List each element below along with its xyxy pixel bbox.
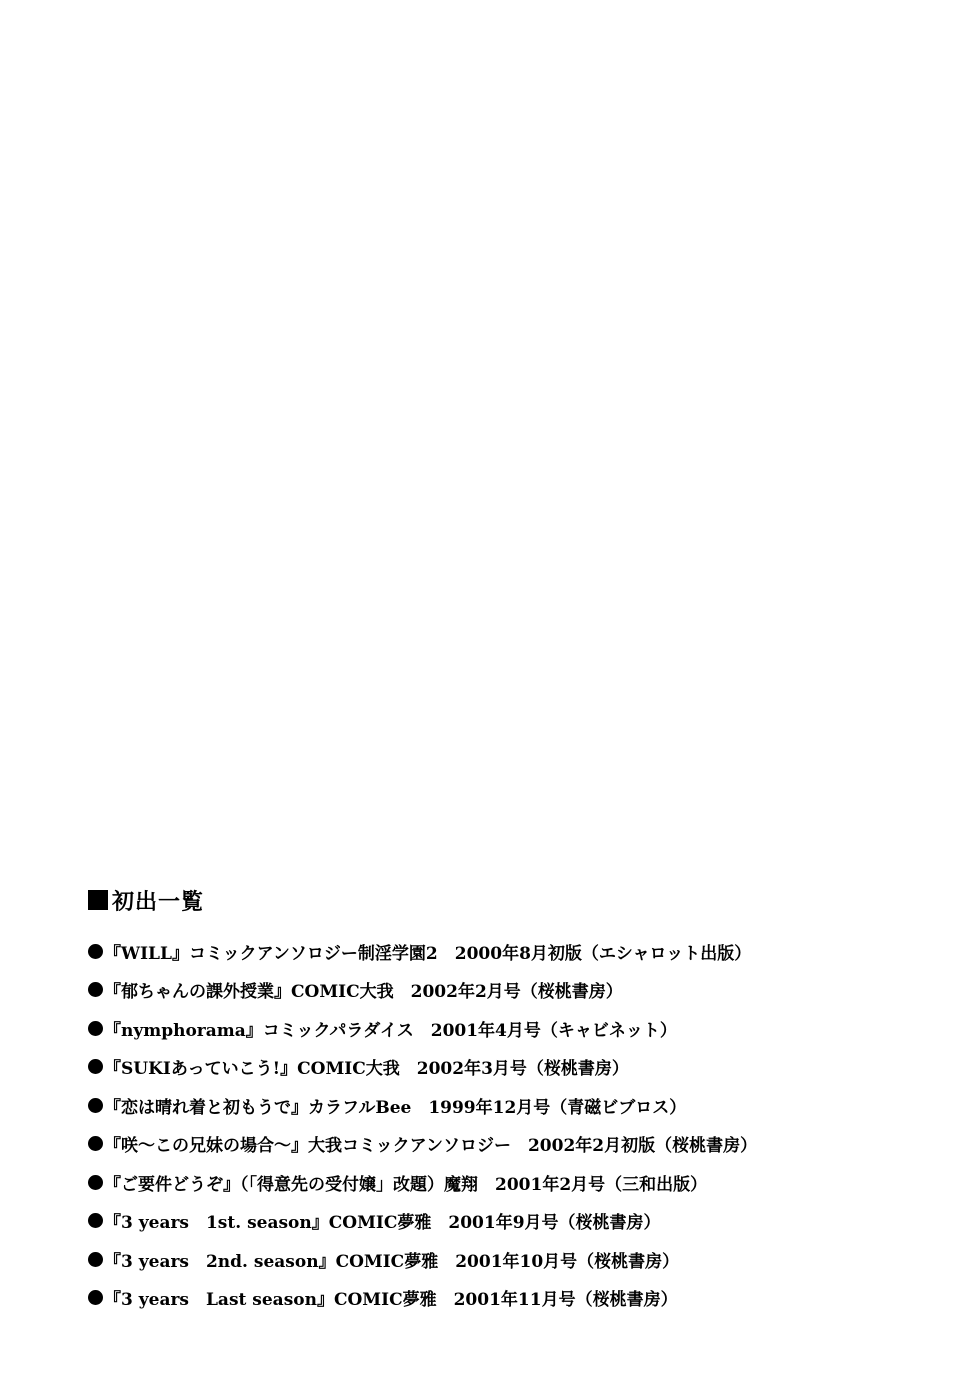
list-item (88, 1240, 938, 1279)
list-item-text: 『nymphorama』コミックパラダイス 2001年4月号（キャビネット） (104, 1020, 677, 1041)
list-item-text: 『SUKIあっていこう!』COMIC大我 2002年3月号（桜桃書房） (104, 1059, 629, 1080)
list-item (88, 1125, 938, 1164)
list-item (88, 932, 938, 971)
list-item (88, 1048, 938, 1087)
bullet-icon (88, 1252, 103, 1267)
bullet-icon (88, 1059, 103, 1074)
bullet-icon (88, 1098, 103, 1113)
list-item (88, 1086, 938, 1125)
black-square-icon (88, 890, 108, 910)
bullet-icon (88, 982, 103, 997)
list-item-text: 『WILL』コミックアンソロジー制淫学園2 2000年8月初版（エシャロット出版） (104, 943, 752, 964)
list-item (88, 1202, 938, 1241)
bullet-icon (88, 1021, 103, 1036)
bullet-icon (88, 1136, 103, 1151)
list-item-text: 『3 years Last season』COMIC夢雅 2001年11月号（桜桃書房） (104, 1290, 678, 1311)
bullet-icon (88, 944, 103, 959)
list-item-text: 『恋は晴れ着と初もうで』カラフルBee 1999年12月号（青磁ビブロス） (104, 1097, 687, 1118)
bullet-icon (88, 1175, 103, 1190)
list-item-text: 『3 years 2nd. season』COMIC夢雅 2001年10月号（桜桃書房） (104, 1251, 680, 1272)
list-item-text: 『ご要件どうぞ』（「得意先の受付嬢」改題）魔翔 2001年2月号（三和出版） (104, 1174, 708, 1195)
section-heading (88, 880, 938, 920)
list-item (88, 1279, 938, 1318)
first-appearance-section (88, 880, 938, 1317)
bullet-icon (88, 1290, 103, 1305)
list-item (88, 1009, 938, 1048)
bullet-icon (88, 1213, 103, 1228)
list-item-text: 『咲～この兄妹の場合～』大我コミックアンソロジー 2002年2月初版（桜桃書房） (104, 1136, 758, 1157)
publication-list (88, 932, 938, 1317)
section-heading-text: 初出一覧 (112, 889, 205, 915)
list-item (88, 1163, 938, 1202)
list-item-text: 『郁ちゃんの課外授業』COMIC大我 2002年2月号（桜桃書房） (104, 982, 623, 1003)
list-item (88, 971, 938, 1010)
list-item-text: 『3 years 1st. season』COMIC夢雅 2001年9月号（桜桃書房） (104, 1213, 661, 1234)
